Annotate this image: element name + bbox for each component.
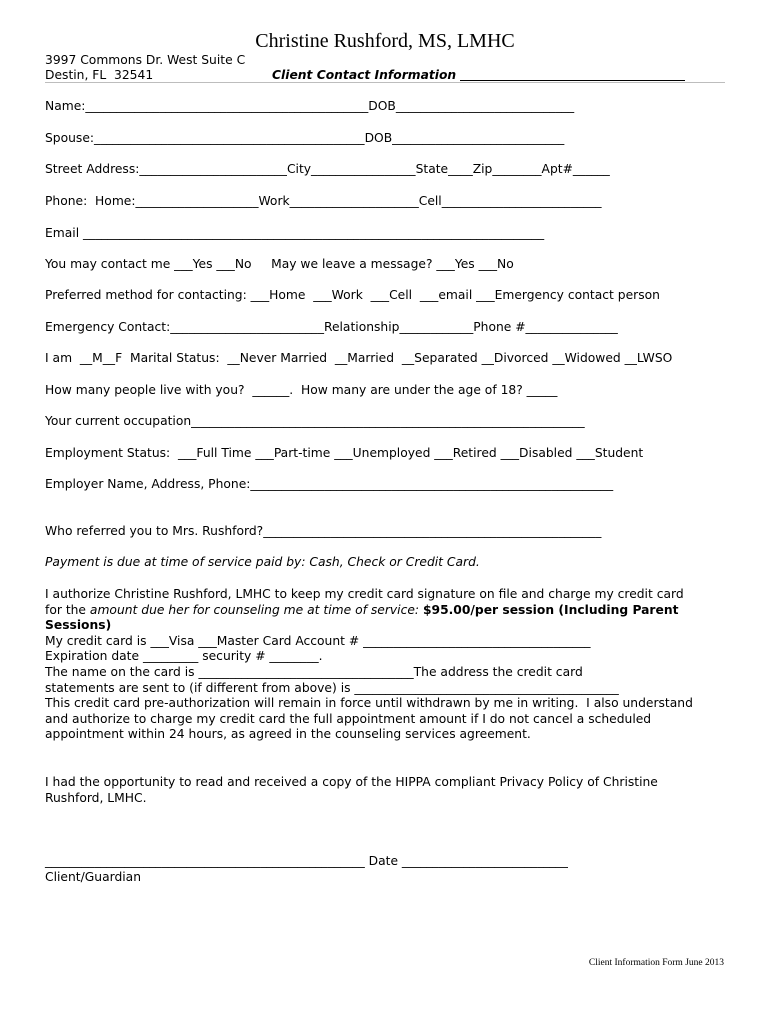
form-heading: Client Contact Information [272, 68, 457, 82]
email-field[interactable]: Email ___________________________________________________________________________ [45, 226, 545, 240]
statement-address-field[interactable]: statements are sent to (if different from above) is ___________________________________________ [45, 680, 619, 695]
signature-date-field[interactable]: ____________________________________________________ Date ___________________________ [45, 854, 568, 868]
payment-authorization [45, 587, 730, 743]
session-fee-cont: Sessions) [45, 618, 112, 633]
auth-text: for the [45, 602, 90, 617]
signature-label: Client/Guardian [45, 870, 141, 884]
preauth-line: and authorize to charge my credit card the full appointment amount if I do not cancel a scheduled [45, 711, 652, 726]
auth-italic-text: amount due her for counseling me at time of service: [89, 602, 423, 617]
privacy-acknowledgement [45, 775, 730, 806]
expiration-security-field[interactable]: Expiration date _________ security # ________. [45, 649, 323, 664]
preauth-line: appointment within 24 hours, as agreed in the counseling services agreement. [45, 727, 531, 742]
form-footer: Client Information Form June 2013 [588, 958, 724, 968]
payment-note: Payment is due at time of service paid by: Cash, Check or Credit Card. [45, 555, 480, 569]
employment-status-field[interactable]: Employment Status: ___Full Time ___Part-time ___Unemployed ___Retired ___Disabled ___Student [45, 446, 644, 460]
heading-underline [460, 80, 685, 81]
referral-field[interactable]: Who referred you to Mrs. Rushford?_______________________________________________________ [45, 524, 602, 538]
contact-permission-field[interactable]: You may contact me ___Yes ___No May we leave a message? ___Yes ___No [45, 257, 514, 271]
street-address-field[interactable]: Street Address:________________________City_________________State____Zip________Apt#______ [45, 162, 610, 176]
privacy-line: I had the opportunity to read and received a copy of the HIPPA compliant Privacy Policy of Christine [45, 775, 658, 789]
auth-line [45, 618, 730, 634]
household-field[interactable]: How many people live with you? ______. How many are under the age of 18? _____ [45, 383, 558, 397]
name-dob-field[interactable]: Name:______________________________________________DOB_____________________________ [45, 99, 575, 113]
preauth-line: This credit card pre-authorization will remain in force until withdrawn by me in writing. I also understand [45, 696, 693, 711]
spouse-dob-field[interactable]: Spouse:____________________________________________DOB____________________________ [45, 131, 565, 145]
employer-field[interactable]: Employer Name, Address, Phone:___________________________________________________________ [45, 477, 614, 491]
name-on-card-field[interactable]: The name on the card is ___________________________________The address the credit card [45, 664, 583, 679]
address-line-2: Destin, FL 32541 [45, 68, 154, 82]
marital-status-field[interactable]: I am __M__F Marital Status: __Never Married __Married __Separated __Divorced __Widowed __LWSO [45, 351, 673, 365]
preferred-contact-field[interactable]: Preferred method for contacting: ___Home ___Work ___Cell ___email ___Emergency contact person [45, 288, 660, 302]
address-line-1: 3997 Commons Dr. West Suite C [45, 53, 246, 67]
credit-card-type-field[interactable]: My credit card is ___Visa ___Master Card Account # _____________________________________ [45, 633, 591, 648]
phone-field[interactable]: Phone: Home:____________________Work_____________________Cell__________________________ [45, 194, 602, 208]
header-divider [45, 82, 725, 83]
auth-line: I authorize Christine Rushford, LMHC to keep my credit card signature on file and charge my credit card [45, 587, 684, 601]
occupation-field[interactable]: Your current occupation________________________________________________________________ [45, 414, 585, 428]
privacy-line: Rushford, LMHC. [45, 790, 147, 805]
session-fee: $95.00/per session (Including Parent [422, 602, 679, 617]
auth-line [45, 603, 730, 619]
emergency-contact-field[interactable]: Emergency Contact:_________________________Relationship____________Phone #_______________ [45, 320, 618, 334]
practitioner-title: Christine Rushford, MS, LMHC [255, 30, 515, 52]
